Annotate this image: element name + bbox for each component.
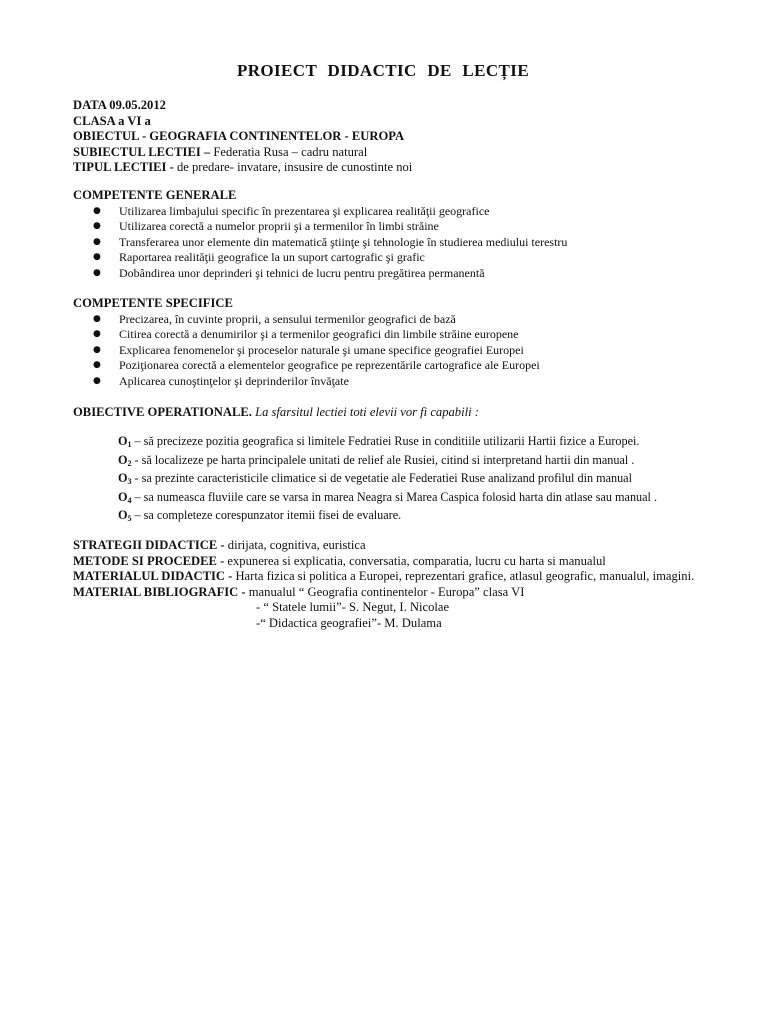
list-item: ● Explicarea fenomenelor şi proceselor naturale şi umane specifice geografiei Europei (93, 342, 524, 357)
lesson-topic-label: SUBIECTUL LECTIEI – (73, 144, 214, 159)
lesson-type-label: TIPUL LECTIEI - (73, 160, 177, 175)
list-item: ● Utilizarea limbajului specific în prezentarea şi explicarea realităţii geografice (93, 203, 490, 218)
bullet-icon: ● (93, 267, 101, 278)
strategies-section (73, 538, 733, 632)
list-item: ● Utilizarea corectă a numelor proprii şi a termenilor în limbi străine (93, 219, 439, 234)
lesson-type-value: de predare- invatare, insusire de cunostinte noi (176, 160, 413, 175)
list-item: ● Aplicarea cunoştinţelor şi deprinderilor învăţate (93, 373, 349, 388)
bullet-icon: ● (93, 205, 101, 216)
list-item: ● Transferarea unor elemente din matematică ştiinţe şi tehnologie în studierea mediului terestru (93, 234, 568, 249)
bullet-icon: ● (93, 360, 101, 371)
subject-line: OBIECTUL - GEOGRAFIA CONTINENTELOR - EUROPA (73, 129, 405, 144)
operational-objectives-heading: OBIECTIVE OPERATIONALE. (73, 405, 252, 419)
lesson-type-line (73, 160, 733, 176)
methods-label: METODE SI PROCEDEE - (73, 553, 228, 568)
list-item: ● Citirea corectă a denumirilor şi a termenilor geografici din limbile străine europene (93, 327, 519, 342)
objective-code: $O_5$ (118, 508, 132, 524)
objective-code: $O_2$ (118, 452, 132, 468)
operational-objectives-list (118, 434, 758, 527)
general-competences-section (73, 188, 733, 282)
strategies-line (73, 538, 733, 554)
class-line: CLASA a VI a (73, 113, 151, 128)
bibliography-item: - “ Statele lumii”- S. Negut, I. Nicolae (256, 600, 450, 615)
objective-text: - să localizeze pe harta principalele unitati de relief ale Rusiei, citind si interpretand hartii din manual . (131, 452, 635, 467)
bullet-icon: ● (93, 375, 101, 386)
bibliography-line (73, 585, 733, 601)
bullet-icon: ● (93, 313, 101, 324)
objective-code: $O_4$ (118, 489, 132, 505)
objective-item (118, 453, 758, 472)
list-item: ● Precizarea, în cuvinte proprii, a sensului termenilor geografici de bază (93, 311, 456, 326)
bullet-icon: ● (93, 236, 101, 247)
objective-text: – sa numeasca fluviile care se varsa in marea Neagra si Marea Caspica folosid harta din atlase sau manual . (131, 489, 658, 504)
bibliography-item: -“ Didactica geografiei”- M. Dulama (256, 615, 442, 630)
operational-objectives-heading-line (73, 405, 733, 421)
specific-competences-heading: COMPETENTE SPECIFICE (73, 296, 233, 310)
methods-value: expunerea si explicatia, conversatia, comparatia, lucru cu harta si manualul (227, 553, 606, 568)
methods-line (73, 554, 733, 570)
objective-item (118, 471, 758, 490)
objective-item (118, 490, 758, 509)
bullet-icon: ● (93, 329, 101, 340)
teaching-material-line (73, 569, 733, 585)
general-competences-list (73, 204, 733, 282)
objective-text: – sa completeze corespunzator itemii fisei de evaluare. (131, 508, 402, 523)
teaching-material-value: Harta fizica si politica a Europei, reprezentari grafice, atlasul geografic, manualul, imagini. (235, 569, 695, 584)
objective-code: $O_3$ (118, 471, 132, 487)
lesson-header (73, 98, 733, 176)
strategies-label: STRATEGII DIDACTICE - (73, 538, 228, 552)
teaching-material-label: MATERIALUL DIDACTIC - (73, 569, 236, 584)
objective-text: - sa prezinte caracteristicile climatice si de vegetatie ale Federatiei Ruse analizand profilul din manual (131, 471, 632, 486)
general-competences-heading: COMPETENTE GENERALE (73, 188, 237, 202)
bullet-icon: ● (93, 221, 101, 232)
document-title: PROIECT DIDACTIC DE LECȚIE (236, 61, 530, 80)
list-item: ● Dobândirea unor deprinderi şi tehnici de lucru pentru pregătirea permanentă (93, 265, 485, 280)
date-line: DATA 09.05.2012 (73, 98, 166, 112)
bullet-icon: ● (93, 252, 101, 263)
list-item: ● Poziţionarea corectă a elementelor geografice pe reprezentările cartografice ale Europei (93, 358, 540, 373)
bibliography-label: MATERIAL BIBLIOGRAFIC - (73, 584, 249, 599)
objective-text: – să precizeze pozitia geografica si limitele Fedratiei Ruse in conditiile utilizarii Hartii fizice a Europei. (131, 434, 640, 448)
bullet-icon: ● (93, 344, 101, 355)
operational-objectives-intro: La sfarsitul lectiei toti elevii vor fi capabili : (255, 405, 479, 419)
bibliography-item: manualul “ Geografia continentelor - Europa” clasa VI (248, 584, 525, 599)
objective-code: $O_1$ (118, 434, 132, 449)
objective-item (118, 434, 758, 453)
lesson-topic-value: Federatia Rusa – cadru natural (213, 144, 368, 159)
specific-competences-list (73, 312, 733, 390)
lesson-topic-line (73, 145, 733, 161)
strategies-value: dirijata, cognitiva, euristica (227, 538, 366, 552)
list-item: ● Raportarea realităţii geografice la un suport cartografic şi grafic (93, 250, 425, 265)
objective-item (118, 508, 758, 527)
specific-competences-section (73, 296, 733, 390)
